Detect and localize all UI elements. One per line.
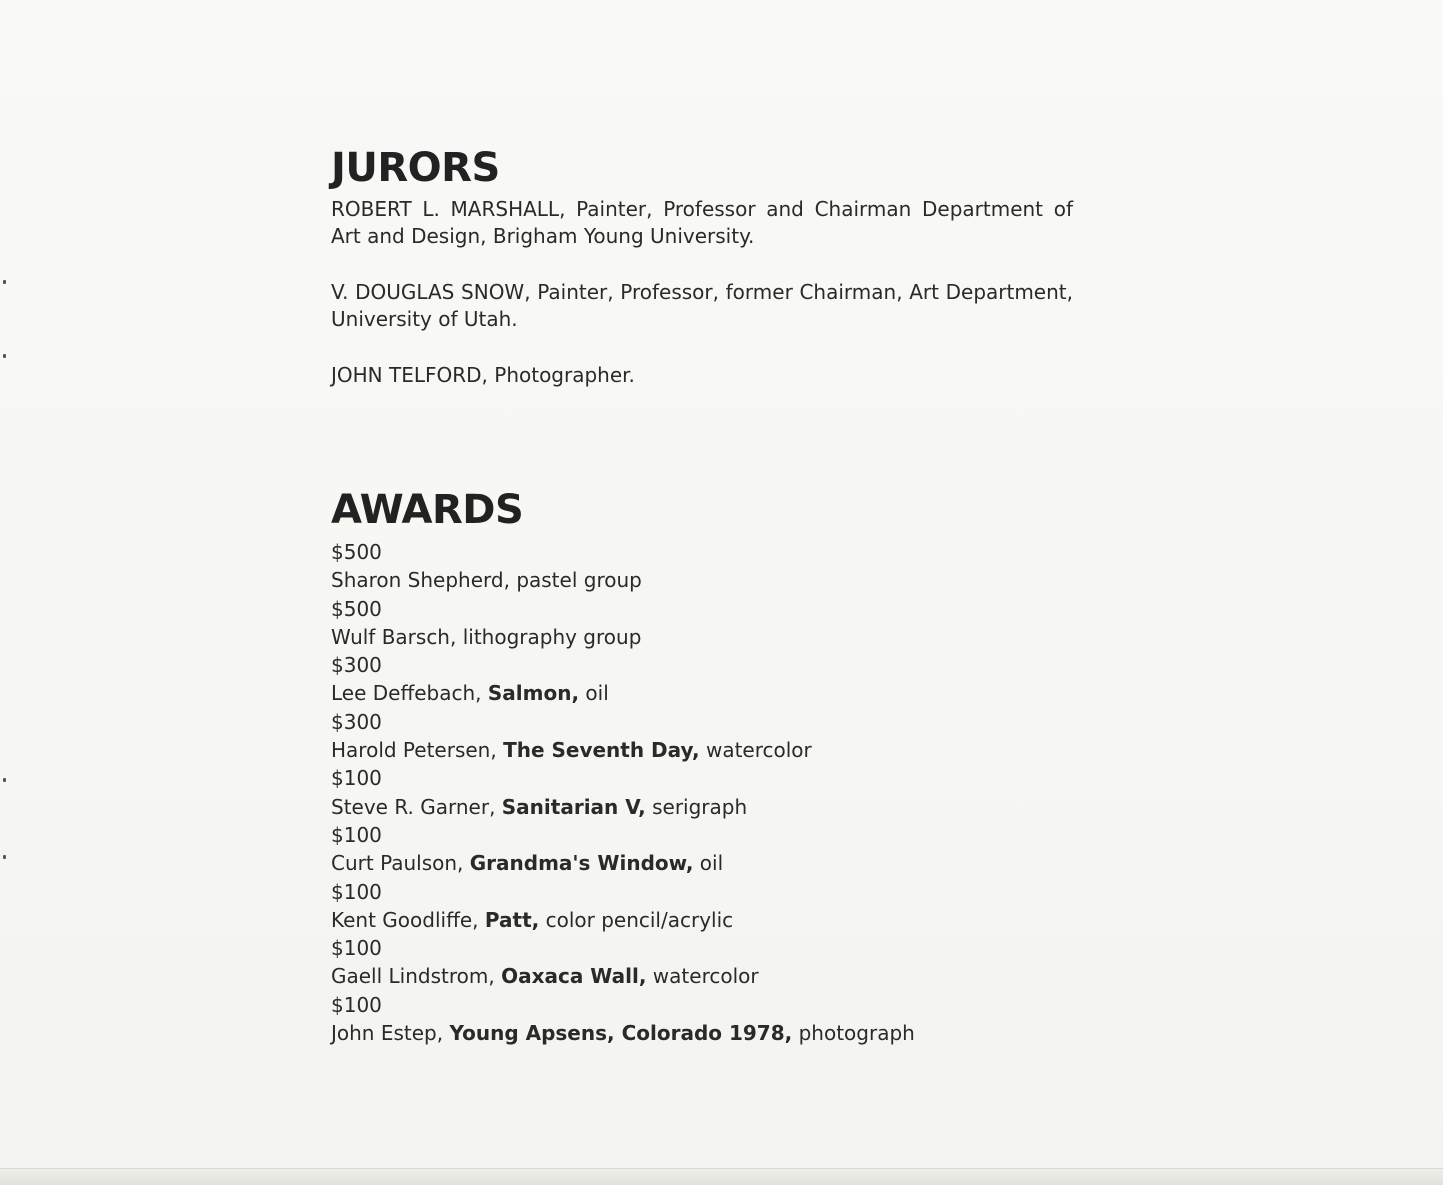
awards-section [331, 482, 1091, 1047]
award-title: The Seventh Day, [503, 738, 700, 763]
award-medium: photograph [792, 1021, 915, 1046]
award-artist: John Estep, [331, 1021, 450, 1046]
award-recipient [331, 679, 1091, 707]
award-artist: Sharon Shepherd, [331, 568, 517, 593]
award-recipient [331, 736, 1091, 764]
award-item [331, 991, 1091, 1048]
award-recipient [331, 623, 1091, 651]
award-amount: $300 [331, 709, 382, 734]
award-title: Young Apsens, Colorado 1978, [449, 1021, 793, 1046]
page-bottom-edge [0, 1168, 1443, 1185]
award-artist: Steve R. Garner, [331, 794, 502, 819]
jurors-heading: JURORS [331, 145, 500, 191]
award-title: Patt, [484, 907, 540, 932]
binding-mark [3, 280, 6, 284]
award-medium: watercolor [646, 964, 759, 989]
award-title: Salmon, [487, 681, 580, 706]
award-item [331, 651, 1091, 708]
award-recipient [331, 906, 1091, 934]
award-item [331, 821, 1091, 878]
award-item [331, 595, 1091, 652]
award-recipient [331, 1019, 1091, 1047]
award-medium: color pencil/acrylic [539, 907, 734, 932]
award-artist: Gaell Lindstrom, [331, 964, 502, 989]
award-amount: $100 [331, 879, 382, 904]
award-item [331, 764, 1091, 821]
award-title: Oaxaca Wall, [501, 964, 647, 989]
award-recipient [331, 849, 1091, 877]
award-recipient [331, 962, 1091, 990]
award-amount: $500 [331, 596, 382, 621]
award-amount: $100 [331, 766, 382, 791]
juror-entry: JOHN TELFORD, Photographer. [331, 363, 635, 387]
award-title: Sanitarian V, [501, 794, 646, 819]
award-recipient [331, 566, 1091, 594]
award-artist: Kent Goodliffe, [331, 907, 485, 932]
binding-mark [3, 778, 6, 782]
juror-entry: ROBERT L. MARSHALL, Painter, Professor and Chairman Department of Art and Design, Brigham Young University. [331, 197, 1073, 248]
award-artist: Harold Petersen, [331, 738, 504, 763]
juror-entry: V. DOUGLAS SNOW, Painter, Professor, former Chairman, Art Department, University of Utah. [331, 280, 1073, 331]
award-title: Grandma's Window, [469, 851, 694, 876]
award-artist: Curt Paulson, [331, 851, 470, 876]
award-item [331, 934, 1091, 991]
award-artist: Lee Deffebach, [331, 681, 488, 706]
award-amount: $500 [331, 540, 382, 564]
awards-heading: AWARDS [331, 487, 524, 533]
award-item [331, 538, 1091, 595]
award-medium: lithography group [462, 624, 642, 649]
award-item [331, 878, 1091, 935]
award-amount: $300 [331, 653, 382, 678]
award-artist: Wulf Barsch, [331, 624, 463, 649]
award-amount: $100 [331, 822, 382, 847]
binding-mark [3, 354, 6, 358]
award-item [331, 708, 1091, 765]
award-medium: oil [579, 681, 609, 706]
award-medium: pastel group [516, 568, 642, 593]
award-list [331, 538, 1091, 1047]
award-medium: oil [693, 851, 724, 876]
award-amount: $100 [331, 992, 382, 1017]
award-amount: $100 [331, 936, 382, 961]
binding-mark [3, 855, 6, 859]
award-medium: watercolor [699, 738, 812, 763]
award-recipient [331, 793, 1091, 821]
jurors-section [331, 140, 1073, 418]
award-medium: serigraph [645, 794, 748, 819]
